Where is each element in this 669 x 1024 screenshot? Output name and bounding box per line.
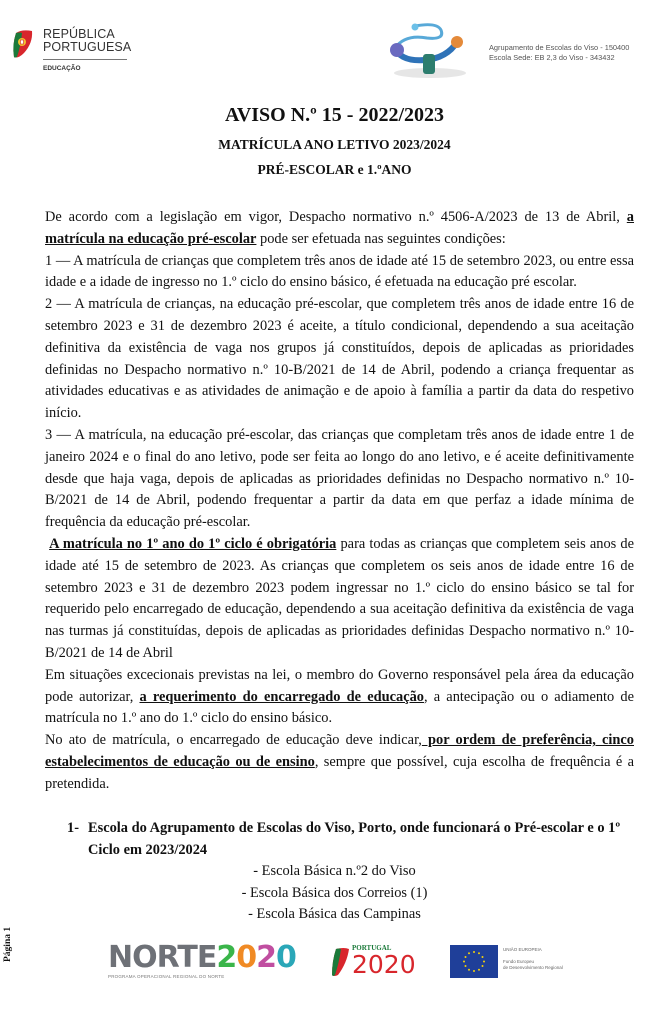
intro-paragraph <box>45 207 634 251</box>
mandatory-paragraph <box>45 534 634 665</box>
school-sede: Escola Sede: EB 2,3 do Viso - 343432 <box>489 53 615 62</box>
school-item: - Escola Básica n.º2 do Viso <box>253 863 416 879</box>
eu-line1: UNIÃO EUROPEIA <box>503 947 542 952</box>
mandatory-text: para todas as crianças que completem seis anos de idade até 15 de setembro de 2023. As crianças que completem os seis anos de idade entre 16 de setembro 2023 e 31 de dezembro 2023 podem ingressar no 1.º ciclo do ensino básico se tal for requerido pelo encarregado de educação, dependendo a sua aceitação definitiva da existência de vaga nas turmas já constituídas, depois de aplicadas as prioridades definidas Despacho normativo n.º 10-B/2021 de 14 de Abril <box>45 535 634 661</box>
portugal2020-logo <box>330 944 440 984</box>
logo-divider <box>43 59 127 60</box>
list-text: Escola do Agrupamento de Escolas do Viso, Porto, onde funcionará o Pré-escolar e o 1º Ciclo em 2023/2024 <box>88 820 621 858</box>
norte2020-logo <box>108 940 296 979</box>
schools-list <box>0 861 669 926</box>
republica-portuguesa-logo <box>10 26 130 76</box>
republica-portuguesa-text <box>43 28 131 54</box>
intro-text-end: pode ser efetuada nas seguintes condições: <box>256 230 506 247</box>
mandatory-emphasis: A matrícula no 1º ano do 1º ciclo é obrigatória <box>49 535 337 552</box>
school-group-info <box>489 43 629 63</box>
norte-word: NORTE <box>108 940 217 975</box>
logo-line1: REPÚBLICA <box>43 27 115 41</box>
portugal2020-year: 2020 <box>352 950 416 979</box>
logo-education-label: EDUCAÇÃO <box>43 65 81 72</box>
act-text: No ato de matrícula, o encarregado de educação deve indicar, <box>45 732 422 748</box>
eu-flag-icon <box>450 945 498 978</box>
notice-subtitle-2: PRÉ-ESCOLAR e 1.ºANO <box>257 162 412 177</box>
exception-emphasis: a requerimento do encarregado de educação <box>139 688 424 705</box>
condition-1: 1 — A matrícula de crianças que completem três anos de idade até 15 de setembro 2023, ou entre essa idade e a idade de ingresso no 1.º ciclo do ensino básico, é efetuada na educação pré escolar. <box>45 252 634 291</box>
notice-body <box>45 207 634 730</box>
list-number: 1- <box>67 820 79 836</box>
exception-text: Em situações excecionais previstas na lei, o membro do Governo responsável pela área da educação pode autorizar, <box>45 666 634 705</box>
eu-text <box>503 947 563 971</box>
norte-subtitle: PROGRAMA OPERACIONAL REGIONAL DO NORTE <box>108 974 225 979</box>
exception-paragraph <box>45 665 634 730</box>
exception-text-end: , a antecipação ou o adiamento de matrícula no 1.º ano do 1.º ciclo do ensino básico. <box>45 688 634 727</box>
condition-2: 2 — A matrícula de crianças, na educação pré-escolar, que completem três anos de idade entre 16 de setembro 2023 e 31 de dezembro 2023 é aceite, a título condicional, dependendo a sua aceitação definitiva da existência de vaga nos grupos já constituídos, depois de aplicadas as prioridades definidas no Despacho normativo n.º 10-B/2021 de 14 de Abril, podendo a criança frequentar as atividades educativas e as atividades de animação e de apoio à família a partir da data do respetivo início. <box>45 296 634 422</box>
intro-emphasis: a matrícula na educação pré-escolar <box>45 209 634 247</box>
enrollment-act-paragraph <box>45 730 634 795</box>
page-number: Página 1 <box>3 926 13 962</box>
portugal2020-mark-icon <box>330 947 350 977</box>
notice-subtitle: MATRÍCULA ANO LETIVO 2023/2024 <box>218 137 451 152</box>
logo-line2: PORTUGUESA <box>43 40 132 54</box>
eu-line2: Fundo Europeu <box>503 959 535 964</box>
act-emphasis: por ordem de preferência, cinco estabelecimentos de educação ou de ensino <box>45 732 634 770</box>
portugal2020-label: PORTUGAL <box>352 944 392 952</box>
portugal-flag-icon <box>12 29 34 59</box>
eu-line3: de Desenvolvimento Regional <box>503 965 563 970</box>
school-group-name: Agrupamento de Escolas do Viso - 150400 <box>489 43 630 52</box>
intro-text: De acordo com a legislação em vigor, Despacho normativo n.º 4506-A/2023 de 13 de Abril, <box>45 209 627 225</box>
school-list-item <box>67 818 634 862</box>
school-group-logo-icon <box>385 18 475 80</box>
act-text-end: , sempre que possível, cuja escolha de frequência é a pretendida. <box>45 753 634 792</box>
notice-title: AVISO N.º 15 - 2022/2023 <box>224 104 445 126</box>
school-item: - Escola Básica das Campinas <box>248 906 421 922</box>
norte-year: 2020 <box>216 940 296 975</box>
condition-3: 3 — A matrícula, na educação pré-escolar, das crianças que completam três anos de idade entre 1 de janeiro 2024 e o final do ano letivo, pode ser feita ao longo do ano letivo, e é aceite definitivamente desde que haja vaga, depois de aplicadas as prioridades definidas no Despacho normativo n.º 10-B/2021 de 14 de Abril, podendo frequentar a partir da data em que perfaz a idade mínima de frequência da educação pré-escolar. <box>45 426 634 531</box>
school-item: - Escola Básica dos Correios (1) <box>241 884 428 901</box>
